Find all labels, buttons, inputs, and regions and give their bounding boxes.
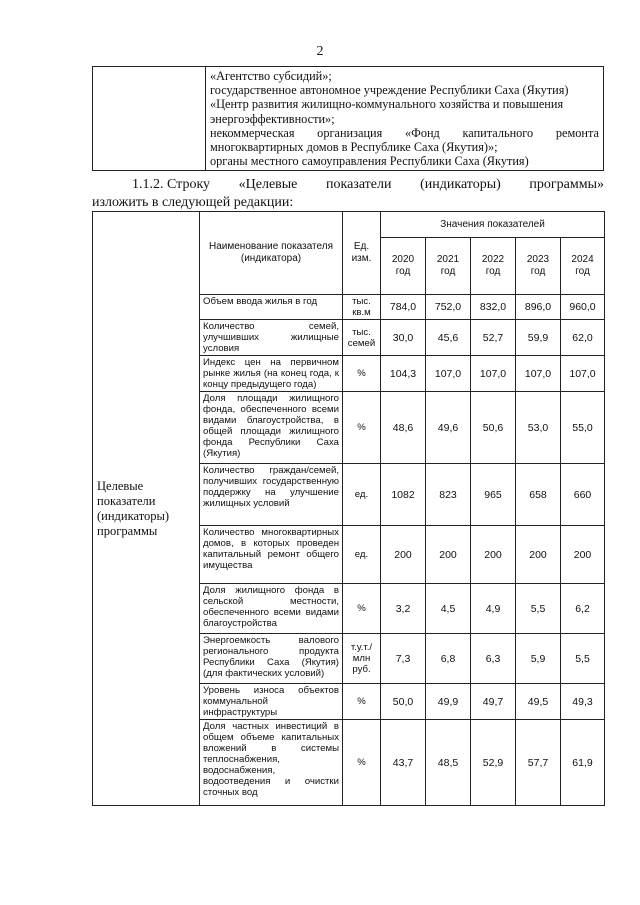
- indicator-value: 784,0: [381, 295, 426, 320]
- continuation-right-cell: [206, 67, 604, 171]
- paragraph-word: «Целевые: [238, 177, 298, 192]
- indicator-name: Доля частных инвестиций в общем объеме капитальных вложений в системы теплоснабжения, водоснабжения, водоотведения и очистки сточных вод: [200, 720, 343, 806]
- indicator-name: Доля жилищного фонда в сельской местности, обеспеченного всеми видами благоустройства: [200, 584, 343, 634]
- indicator-value: 200: [471, 526, 516, 584]
- indicator-name: Индекс цен на первичном рынке жилья (на конец года, к концу предыдущего года): [200, 356, 343, 392]
- indicator-value: 200: [381, 526, 426, 584]
- header-year: 2023 год: [516, 238, 561, 295]
- agency-line: «Агентство субсидий»;: [210, 69, 332, 83]
- agency-line: государственное автономное учреждение Республики Саха (Якутия): [210, 83, 569, 98]
- indicator-unit: %: [343, 584, 381, 634]
- indicator-value: 6,2: [561, 584, 605, 634]
- indicator-name: Энергоемкость валового регионального продукта Республики Саха (Якутия) (для фактических условий): [200, 634, 343, 684]
- indicator-value: 55,0: [561, 392, 605, 464]
- indicator-value: 49,3: [561, 684, 605, 720]
- agency-line: многоквартирных домов в Республике Саха (Якутия)»;: [210, 140, 498, 155]
- indicator-name: Количество многоквартирных домов, в которых проведен капитальный ремонт общего имущества: [200, 526, 343, 584]
- indicator-value: 107,0: [561, 356, 605, 392]
- indicator-unit: тыс. кв.м: [343, 295, 381, 320]
- indicator-value: 660: [561, 464, 605, 526]
- header-year: 2020 год: [381, 238, 426, 295]
- indicator-name: Доля площади жилищного фонда, обеспеченного всеми видами благоустройства, в общей площади жилищного фонда Республики Саха (Якутия): [200, 392, 343, 464]
- indicator-value: 965: [471, 464, 516, 526]
- indicator-value: 107,0: [426, 356, 471, 392]
- indicator-unit: %: [343, 356, 381, 392]
- paragraph-word: 1.1.2. Строку: [132, 177, 211, 192]
- indicator-value: 53,0: [516, 392, 561, 464]
- header-year: 2021 год: [426, 238, 471, 295]
- indicator-value: 52,7: [471, 320, 516, 356]
- indicator-unit: ед.: [343, 464, 381, 526]
- agency-line: некоммерческая организация «Фонд капитального ремонта: [210, 125, 599, 140]
- indicator-unit: %: [343, 720, 381, 806]
- indicator-value: 62,0: [561, 320, 605, 356]
- indicator-value: 3,2: [381, 584, 426, 634]
- indicator-value: 200: [561, 526, 605, 584]
- indicator-value: 48,5: [426, 720, 471, 806]
- header-values-group: Значения показателей: [381, 212, 605, 238]
- indicator-value: 823: [426, 464, 471, 526]
- header-unit: Ед. изм.: [343, 212, 381, 295]
- indicator-value: 6,3: [471, 634, 516, 684]
- continuation-table: [92, 66, 604, 171]
- indicator-value: 4,9: [471, 584, 516, 634]
- indicator-value: 200: [516, 526, 561, 584]
- indicator-value: 752,0: [426, 295, 471, 320]
- continuation-left-cell: [93, 67, 206, 171]
- page-number: 2: [316, 44, 324, 59]
- indicator-value: 896,0: [516, 295, 561, 320]
- indicator-value: 107,0: [516, 356, 561, 392]
- header-year: 2024 год: [561, 238, 605, 295]
- indicator-value: 49,7: [471, 684, 516, 720]
- paragraph-word: (индикаторы): [420, 177, 501, 192]
- indicator-unit: т.у.т./ млн руб.: [343, 634, 381, 684]
- paragraph-line-2: изложить в следующей редакции:: [92, 195, 294, 210]
- indicator-unit: %: [343, 684, 381, 720]
- indicator-value: 5,9: [516, 634, 561, 684]
- indicator-value: 50,0: [381, 684, 426, 720]
- indicators-table: [92, 211, 605, 806]
- indicator-value: 50,6: [471, 392, 516, 464]
- indicator-value: 658: [516, 464, 561, 526]
- indicator-value: 104,3: [381, 356, 426, 392]
- indicator-value: 49,6: [426, 392, 471, 464]
- indicator-value: 960,0: [561, 295, 605, 320]
- agency-line: органы местного самоуправления Республики Саха (Якутия): [210, 154, 529, 169]
- goal-label-cell: Целевые показатели (индикаторы) программы: [93, 212, 200, 806]
- indicator-value: 43,7: [381, 720, 426, 806]
- indicator-value: 5,5: [561, 634, 605, 684]
- indicator-value: 49,5: [516, 684, 561, 720]
- indicator-name: Количество семей, улучшивших жилищные условия: [200, 320, 343, 356]
- indicator-value: 30,0: [381, 320, 426, 356]
- indicator-unit: тыс. семей: [343, 320, 381, 356]
- indicator-name: Количество граждан/семей, получивших государственную поддержку на улучшение жилищных условий: [200, 464, 343, 526]
- indicator-value: 59,9: [516, 320, 561, 356]
- header-year: 2022 год: [471, 238, 516, 295]
- header-name: Наименование показателя (индикатора): [200, 212, 343, 295]
- indicator-value: 7,3: [381, 634, 426, 684]
- indicator-value: 107,0: [471, 356, 516, 392]
- indicator-value: 49,9: [426, 684, 471, 720]
- indicator-value: 1082: [381, 464, 426, 526]
- indicator-value: 45,6: [426, 320, 471, 356]
- indicator-value: 200: [426, 526, 471, 584]
- paragraph-word: программы»: [529, 177, 604, 192]
- indicator-value: 6,8: [426, 634, 471, 684]
- indicator-value: 57,7: [516, 720, 561, 806]
- indicator-name: Объем ввода жилья в год: [200, 295, 343, 320]
- agency-line: энергоэффективности»;: [210, 111, 335, 126]
- amendment-paragraph: [92, 176, 604, 212]
- indicator-value: 52,9: [471, 720, 516, 806]
- indicator-value: 61,9: [561, 720, 605, 806]
- indicator-value: 5,5: [516, 584, 561, 634]
- indicator-unit: %: [343, 392, 381, 464]
- indicator-value: 832,0: [471, 295, 516, 320]
- indicator-value: 48,6: [381, 392, 426, 464]
- indicator-name: Уровень износа объектов коммунальной инфраструктуры: [200, 684, 343, 720]
- indicator-value: 4,5: [426, 584, 471, 634]
- agency-line: «Центр развития жилищно-коммунального хозяйства и повышения: [210, 97, 564, 112]
- indicator-unit: ед.: [343, 526, 381, 584]
- paragraph-word: показатели: [326, 177, 392, 192]
